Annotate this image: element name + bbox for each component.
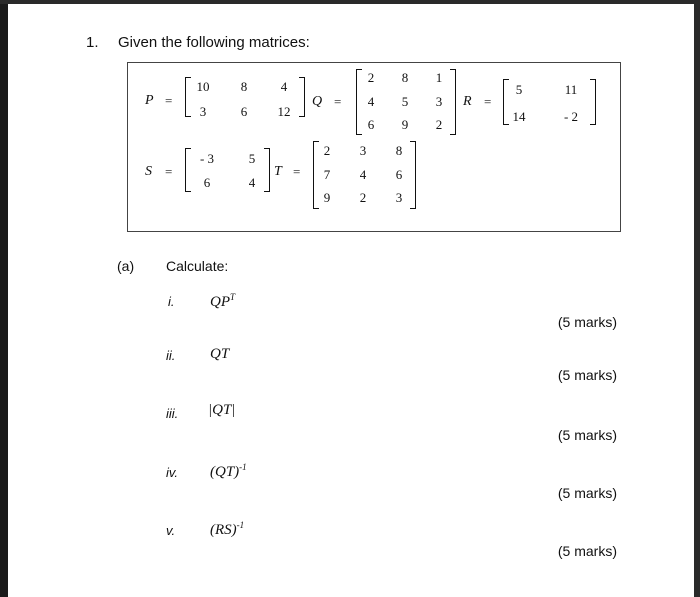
item-roman-numeral: i. bbox=[168, 294, 175, 309]
item-roman-numeral: ii. bbox=[166, 348, 176, 363]
item-marks: (5 marks) bbox=[557, 543, 617, 559]
matrix-r-label: R bbox=[463, 94, 472, 109]
matrix-t-right-bracket bbox=[410, 141, 416, 209]
equals-sign: = bbox=[165, 164, 173, 179]
matrix-t-cell: 9 bbox=[323, 190, 331, 205]
matrix-r-cell: 5 bbox=[515, 82, 523, 97]
equals-sign: = bbox=[293, 164, 301, 179]
matrix-p-cell: 10 bbox=[196, 79, 210, 94]
matrix-t-cell: 7 bbox=[323, 167, 331, 182]
matrix-q-cell: 4 bbox=[367, 94, 375, 109]
matrix-p-cell: 4 bbox=[280, 79, 288, 94]
item-marks: (5 marks) bbox=[557, 427, 617, 443]
matrix-box bbox=[127, 62, 621, 232]
part-a-label: (a) bbox=[117, 258, 135, 274]
matrix-t-label: T bbox=[274, 164, 282, 179]
photo-edge-top bbox=[0, 0, 700, 4]
matrix-r-right-bracket bbox=[590, 79, 596, 125]
matrix-q-cell: 8 bbox=[401, 70, 409, 85]
equals-sign: = bbox=[484, 94, 492, 109]
matrix-t-cell: 2 bbox=[323, 143, 331, 158]
matrix-q-cell: 2 bbox=[435, 117, 443, 132]
item-roman-numeral: v. bbox=[166, 523, 176, 538]
matrix-q-cell: 5 bbox=[401, 94, 409, 109]
photo-edge-left bbox=[0, 0, 8, 597]
item-expression: (RS)$^{-1}$ bbox=[210, 520, 245, 538]
matrix-p-right-bracket bbox=[299, 77, 305, 117]
item-expression: |QT| bbox=[208, 402, 236, 418]
matrix-q-right-bracket bbox=[450, 69, 456, 135]
matrix-r-cell: 11 bbox=[564, 82, 578, 97]
matrix-t-cell: 2 bbox=[359, 190, 367, 205]
question-text: Given the following matrices: bbox=[118, 34, 310, 51]
matrix-p-label: P bbox=[145, 93, 154, 108]
item-marks: (5 marks) bbox=[557, 485, 617, 501]
part-a-instruction: Calculate: bbox=[166, 258, 229, 274]
matrix-s-cell: 4 bbox=[248, 175, 256, 190]
matrix-s-cell: - 3 bbox=[199, 151, 215, 166]
matrix-t-cell: 6 bbox=[395, 167, 403, 182]
matrix-t-cell: 3 bbox=[395, 190, 403, 205]
item-marks: (5 marks) bbox=[557, 367, 617, 383]
matrix-s-right-bracket bbox=[264, 148, 270, 192]
matrix-q-cell: 1 bbox=[435, 70, 443, 85]
matrix-s-left-bracket bbox=[185, 148, 191, 192]
matrix-t-cell: 8 bbox=[395, 143, 403, 158]
item-marks: (5 marks) bbox=[557, 314, 617, 330]
item-roman-numeral: iii. bbox=[166, 406, 179, 421]
matrix-r-cell: - 2 bbox=[563, 109, 579, 124]
matrix-r-cell: 14 bbox=[512, 109, 526, 124]
matrix-s-label: S bbox=[145, 164, 152, 179]
matrix-p-cell: 3 bbox=[199, 104, 207, 119]
matrix-p-cell: 6 bbox=[240, 104, 248, 119]
question-number: 1. bbox=[86, 34, 99, 51]
matrix-s-cell: 6 bbox=[203, 175, 211, 190]
matrix-p-cell: 12 bbox=[277, 104, 291, 119]
photo-edge-right bbox=[694, 0, 700, 597]
equals-sign: = bbox=[334, 94, 342, 109]
matrix-q-cell: 3 bbox=[435, 94, 443, 109]
item-roman-numeral: iv. bbox=[166, 465, 179, 480]
item-expression: $QP^T$ bbox=[210, 292, 236, 310]
matrix-q-cell: 6 bbox=[367, 117, 375, 132]
matrix-s-cell: 5 bbox=[248, 151, 256, 166]
matrix-q-cell: 9 bbox=[401, 117, 409, 132]
matrix-t-cell: 3 bbox=[359, 143, 367, 158]
item-expression: QT bbox=[210, 346, 230, 362]
equals-sign: = bbox=[165, 93, 173, 108]
matrix-t-cell: 4 bbox=[359, 167, 367, 182]
item-expression: (QT)$^{-1}$ bbox=[210, 462, 247, 480]
matrix-p-cell: 8 bbox=[240, 79, 248, 94]
matrix-q-cell: 2 bbox=[367, 70, 375, 85]
matrix-q-label: Q bbox=[312, 94, 323, 109]
